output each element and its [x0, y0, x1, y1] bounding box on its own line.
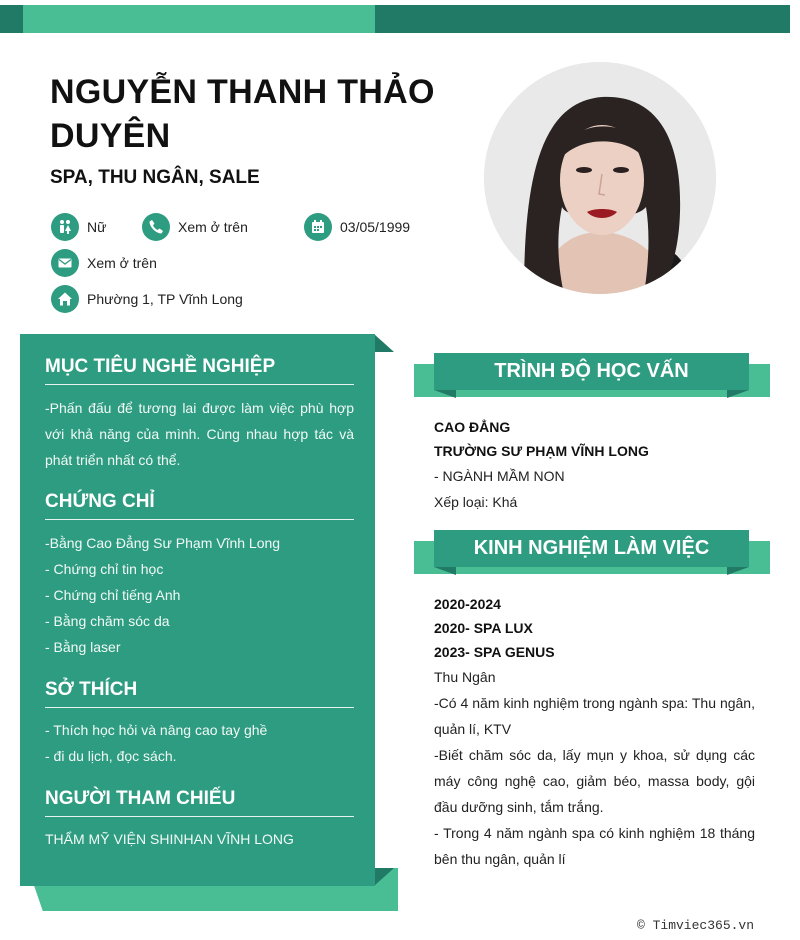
education-level: CAO ĐẲNG — [434, 419, 511, 435]
top-bar-accent — [23, 5, 375, 33]
address-value: Phường 1, TP Vĩnh Long — [87, 291, 243, 307]
education-ribbon — [414, 353, 770, 423]
gender-icon — [51, 213, 79, 241]
certificate-item: - Bằng laser — [45, 639, 121, 655]
objective-heading: MỤC TIÊU NGHỀ NGHIỆP — [45, 356, 276, 377]
hobby-item: - Thích học hỏi và nâng cao tay ghề — [45, 722, 268, 738]
experience-detail: -Có 4 năm kinh nghiệm trong ngành spa: Thu ngân, quản lí, KTV — [434, 695, 755, 737]
hobby-item: - đi du lịch, đọc sách. — [45, 748, 177, 764]
education-heading: TRÌNH ĐỘ HỌC VẤN — [434, 353, 749, 390]
references-divider — [45, 816, 354, 817]
experience-role: Thu Ngân — [434, 669, 496, 685]
email-value: Xem ở trên — [87, 255, 157, 271]
gender-value: Nữ — [87, 219, 107, 235]
education-major: - NGÀNH MẦM NON — [434, 468, 565, 484]
experience-ribbon — [414, 530, 770, 600]
experience-detail: -Biết chăm sóc da, lấy mụn y khoa, sử dụng các máy công nghệ cao, giảm béo, massa body, gội đầu dưỡng sinh, tắm trắng. — [434, 747, 755, 815]
experience-job: 2020- SPA LUX — [434, 620, 533, 636]
mail-icon — [51, 249, 79, 277]
calendar-icon — [304, 213, 332, 241]
hobbies-divider — [45, 707, 354, 708]
birthdate-value: 03/05/1999 — [340, 219, 411, 235]
certificates-divider — [45, 519, 354, 520]
certificates-heading: CHỨNG CHỈ — [45, 491, 155, 512]
education-grade: Xếp loại: Khá — [434, 494, 518, 510]
objective-text: -Phấn đấu để tương lai được làm việc phù hợp với khả năng của mình. Cùng nhau hợp tác và phát triển nhất có thể. — [45, 400, 354, 468]
certificate-item: - Chứng chỉ tin học — [45, 561, 164, 577]
top-bar — [0, 5, 790, 33]
address-info — [51, 285, 243, 313]
reference-text: THẨM MỸ VIỆN SHINHAN VĨNH LONG — [45, 831, 294, 847]
certificate-item: - Chứng chỉ tiếng Anh — [45, 587, 181, 603]
profile-photo — [484, 62, 716, 294]
references-heading: NGƯỜI THAM CHIẾU — [45, 788, 236, 809]
hobbies-heading: SỞ THÍCH — [45, 679, 138, 700]
experience-detail: - Trong 4 năm ngành spa có kinh nghiệm 18 tháng bên thu ngân, quản lí — [434, 825, 755, 867]
home-icon — [51, 285, 79, 313]
birthdate-info — [304, 213, 410, 241]
education-school: TRƯỜNG SƯ PHẠM VĨNH LONG — [434, 443, 649, 459]
left-panel-fold-top — [374, 334, 394, 352]
email-info — [51, 249, 157, 277]
phone-value: Xem ở trên — [178, 219, 248, 235]
candidate-title: SPA, THU NGÂN, SALE — [50, 167, 260, 188]
phone-icon — [142, 213, 170, 241]
certificate-item: -Bằng Cao Đẳng Sư Phạm Vĩnh Long — [45, 535, 281, 551]
candidate-name: NGUYỄN THANH THẢO DUYÊN — [50, 73, 435, 155]
experience-period: 2020-2024 — [434, 596, 501, 612]
gender-info — [51, 213, 106, 241]
left-panel — [20, 334, 375, 886]
experience-job: 2023- SPA GENUS — [434, 644, 555, 660]
certificate-item: - Bằng chăm sóc da — [45, 613, 170, 629]
experience-heading: KINH NGHIỆM LÀM VIỆC — [434, 530, 749, 567]
phone-info — [142, 213, 248, 241]
footer-credit: © Timviec365.vn — [637, 918, 755, 933]
objective-divider — [45, 384, 354, 385]
